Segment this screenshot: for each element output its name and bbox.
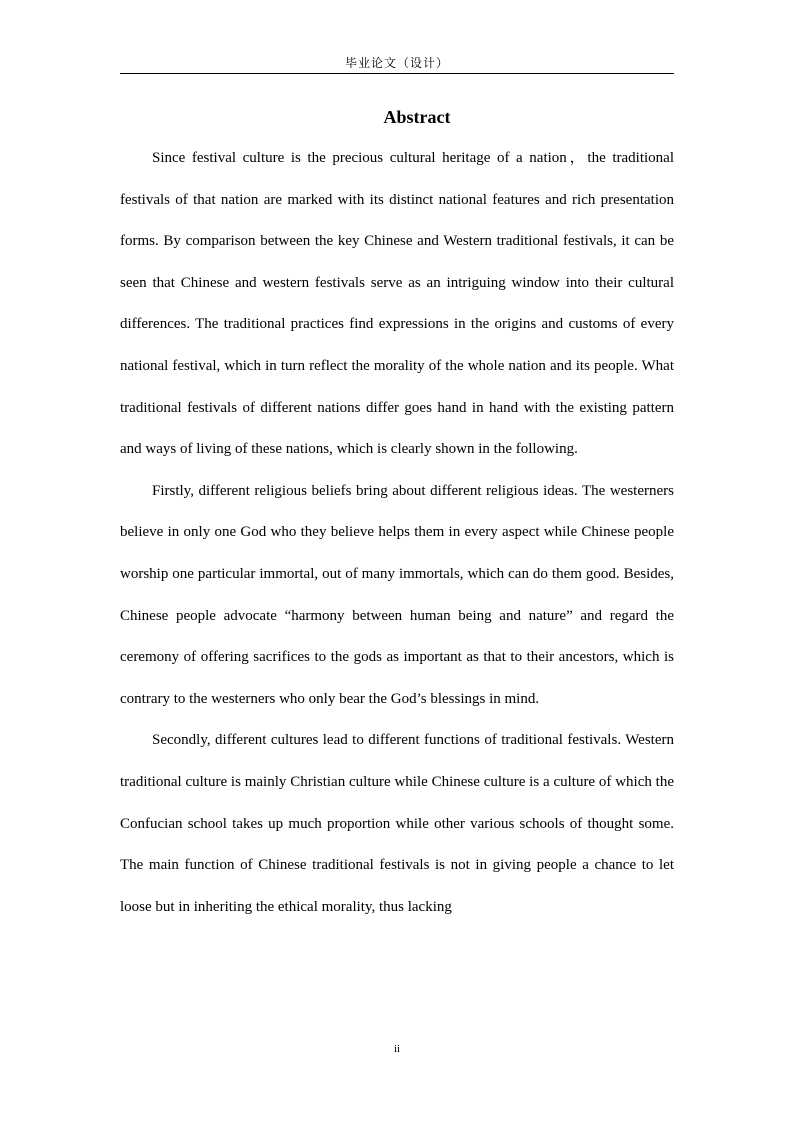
abstract-paragraph-1: Since festival culture is the precious cultural heritage of a nation，the traditional festivals of that nation are marked with its distinct national features and rich presentation forms. By comparison between the key Chinese and Western traditional festivals, it can be seen that Chinese and western festivals serve as an intriguing window into their cultural differences. The traditional practices find expressions in the origins and customs of every national festival, which in turn reflect the morality of the whole nation and its people. What traditional festivals of different nations differ goes hand in hand with the existing pattern and ways of living of these nations, which is clearly shown in the following. (120, 150, 674, 458)
abstract-body (120, 138, 674, 928)
abstract-paragraph-2: Firstly, different religious beliefs bring about different religious ideas. The westerners believe in only one God who they believe helps them in every aspect while Chinese people worship one particular immortal, out of many immortals, which can do them good. Besides, Chinese people advocate “harmony between human being and nature” and regard the ceremony of offering sacrifices to the gods as important as that to their ancestors, which is contrary to the westerners who only bear the God’s blessings in mind. (120, 482, 674, 707)
abstract-title: Abstract (383, 107, 451, 127)
page-number: ii (393, 1043, 401, 1055)
header-rule (120, 73, 674, 74)
abstract-paragraph-3: Secondly, different cultures lead to different functions of traditional festivals. Western traditional culture is mainly Christian culture while Chinese culture is a culture of which the Confucian school takes up much proportion while other various schools of thought some. The main function of Chinese traditional festivals is not in giving people a chance to let loose but in inheriting the ethical morality, thus lacking (120, 732, 674, 915)
running-header: 毕业论文（设计） (344, 56, 449, 70)
